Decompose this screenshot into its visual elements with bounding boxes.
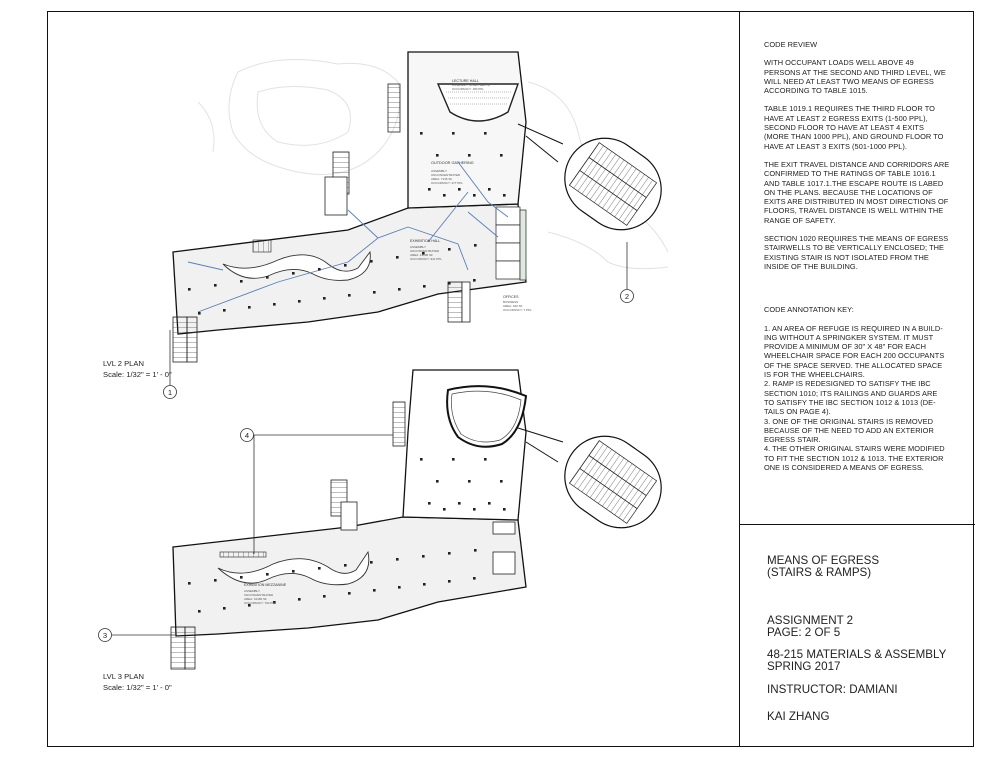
exhibition-detail-3: AREA: 14096 SF	[410, 253, 433, 257]
exhibition-hall-label: EXHIBITION HALL	[410, 239, 441, 243]
annotation-key-item-line: TO FIT THE SECTION 1012 & 1013. THE EXTERIOR	[764, 453, 944, 463]
column-marker	[420, 458, 423, 461]
column-marker	[468, 154, 471, 157]
lvl2-stair-southwest	[173, 317, 187, 362]
column-marker	[398, 586, 401, 589]
column-marker	[292, 272, 295, 275]
code-review-paragraph-line: STAIRWELLS TO BE VERTICALLY ENCLOSED; THE	[764, 243, 945, 253]
annotation-key-list	[764, 324, 964, 473]
column-marker	[503, 508, 506, 511]
code-review-paragraph-line: SECTION 1020 REQUIRES THE MEANS OF EGRESS	[764, 234, 949, 244]
column-marker	[484, 458, 487, 461]
column-marker	[370, 260, 373, 263]
column-marker	[344, 564, 347, 567]
drawing-sheet	[47, 11, 974, 747]
code-review-heading: CODE REVIEW	[764, 40, 818, 49]
column-marker	[503, 194, 506, 197]
column-marker	[370, 561, 373, 564]
column-marker	[473, 577, 476, 580]
mezzanine-detail-2: UNCONCENTRATED	[244, 593, 274, 597]
code-review-paragraph-line: ON THE PLANS. BECAUSE THE LOCATIONS OF	[764, 187, 933, 197]
annotation-key-item-line: EGRESS STAIR.	[764, 435, 821, 445]
outdoor-detail-1: ASSEMBLY	[431, 169, 447, 173]
column-marker	[448, 282, 451, 285]
svg-text:3: 3	[102, 631, 108, 640]
column-marker	[266, 573, 269, 576]
column-marker	[214, 284, 217, 287]
lvl2-stair-north	[388, 84, 400, 132]
column-marker	[436, 154, 439, 157]
code-review-paragraph-4	[764, 234, 964, 271]
column-marker	[468, 480, 471, 483]
mezzanine-detail-3: AREA: 10466 SF	[244, 597, 267, 601]
code-review-paragraph-line: THE EXIT TRAVEL DISTANCE AND CORRIDORS ARE	[764, 159, 950, 169]
code-review-paragraph-line: CONFIRMED TO THE RATINGS OF TABLE 1016.1	[764, 169, 936, 179]
lvl3-stair-southwest	[171, 627, 185, 669]
assignment-label: ASSIGNMENT 2	[767, 614, 854, 627]
author-label: KAI ZHANG	[767, 710, 830, 723]
drawing-area	[48, 12, 740, 746]
level-3-plan	[103, 370, 677, 692]
annotation-key-heading: CODE ANNOTATION KEY:	[764, 305, 854, 315]
column-marker	[452, 458, 455, 461]
column-marker	[448, 580, 451, 583]
column-marker	[420, 132, 423, 135]
svg-text:2: 2	[624, 292, 630, 301]
outdoor-detail-3: AREA: 7146 SF	[431, 177, 453, 181]
column-marker	[474, 244, 477, 247]
code-review-paragraph-line: ACCORDING TO TABLE 1015.	[764, 86, 868, 96]
sheet-title-line-2: (STAIRS & RAMPS)	[767, 566, 872, 579]
column-marker	[443, 508, 446, 511]
column-marker	[344, 264, 347, 267]
sheet-title-line-1: MEANS OF EGRESS	[767, 554, 880, 567]
column-marker	[373, 291, 376, 294]
mezzanine-label: EXHIBITION MEZZANINE	[244, 583, 287, 587]
offices-cluster	[496, 207, 526, 280]
column-marker	[500, 154, 503, 157]
column-marker	[248, 306, 251, 309]
column-marker	[428, 188, 431, 191]
column-marker	[428, 502, 431, 505]
column-marker	[240, 576, 243, 579]
lvl3-plan-scale: Scale: 1/32" = 1' - 0"	[103, 683, 172, 692]
offices-detail-2: AREA: 640 SF	[503, 304, 523, 308]
code-review-paragraph-line: TABLE 1019.1 REQUIRES THE THIRD FLOOR TO	[764, 104, 935, 114]
page-label: PAGE: 2 OF 5	[767, 626, 841, 639]
lvl2-plan-scale: Scale: 1/32" = 1' - 0"	[103, 370, 172, 379]
column-marker	[323, 297, 326, 300]
lvl2-plan-title: LVL 2 PLAN	[103, 359, 144, 368]
lvl3-stair-north	[393, 402, 405, 446]
column-marker	[436, 480, 439, 483]
lecture-hall-detail-1: ASSEMBLY (FIXED SEATS)	[452, 83, 491, 87]
annotation-key-item-4	[764, 444, 964, 472]
course-label: 48-215 MATERIALS & ASSEMBLY	[767, 648, 947, 661]
column-marker	[214, 579, 217, 582]
column-marker	[488, 188, 491, 191]
annotation-key-item-line: 4. THE OTHER ORIGINAL STAIRS WERE MODIFIED	[764, 444, 945, 454]
column-marker	[396, 558, 399, 561]
mezzanine-detail-4: OCCUPANCY: 700 PPL	[244, 601, 276, 605]
code-review-paragraph-line: EXITS ARE DISTRIBUTED IN MOST DIRECTIONS OF	[764, 197, 949, 207]
annotation-key-item-line: ONE IS CONSIDERED A MEANS OF EGRESS.	[764, 462, 924, 472]
column-marker	[443, 194, 446, 197]
column-marker	[188, 582, 191, 585]
lvl3-interior-stair	[220, 552, 266, 557]
column-marker	[348, 592, 351, 595]
exhibition-detail-1: ASSEMBLY	[410, 245, 426, 249]
column-marker	[488, 502, 491, 505]
column-marker	[323, 595, 326, 598]
lvl3-plan-title: LVL 3 PLAN	[103, 672, 144, 681]
code-review-paragraph-line: RANGE OF SAFETY.	[764, 215, 836, 225]
code-review-paragraph-line: PERSONS AT THE SECOND AND THIRD LEVEL, WE	[764, 67, 946, 77]
column-marker	[473, 194, 476, 197]
code-review-paragraph-line: HAVE AT LEAST 3 EXITS (501-1000 PPL).	[764, 141, 908, 151]
column-marker	[423, 583, 426, 586]
code-review-paragraph-line: AND TABLE 1017.1.THE ESCAPE ROUTE IS LABED	[764, 178, 944, 188]
annotation-key-item-line: 2. RAMP IS REDESIGNED TO SATISFY THE IBC	[764, 379, 931, 389]
column-marker	[452, 132, 455, 135]
column-marker	[473, 508, 476, 511]
annotation-key-item-line: OF THE SPACE SERVED. THE ALLOCATED SPACE	[764, 360, 943, 370]
outdoor-detail-2: UNCONCENTRATED	[431, 173, 461, 177]
title-block	[740, 525, 975, 748]
column-marker	[458, 502, 461, 505]
lvl2-building-outline	[173, 204, 526, 334]
annotation-key-item-line: ING WITHOUT A SPRINGKER SYSTEM. IT MUST	[764, 332, 934, 342]
lvl2-stair-south	[448, 282, 462, 322]
code-review-paragraph-1	[764, 58, 964, 95]
code-review-paragraph-line: SECOND FLOOR TO HAVE AT LEAST 4 EXITS	[764, 123, 924, 133]
outdoor-gathering-label: OUTDOOR GATHERING	[431, 161, 474, 165]
outdoor-detail-4: OCCUPANCY: 477 PPL	[431, 181, 463, 185]
code-review-paragraph-line: (MORE THAN 1000 PPL), AND GROUND FLOOR TO	[764, 132, 944, 142]
annotation-key-item-line: 3. ONE OF THE ORIGINAL STAIRS IS REMOVED	[764, 416, 934, 426]
annotation-key-item-line: TAILS ON PAGE 4).	[764, 407, 831, 417]
column-marker	[448, 248, 451, 251]
svg-text:1: 1	[167, 388, 173, 397]
annotation-key-item-line: BECAUSE OF THE NEED TO ADD AN EXTERIOR	[764, 425, 934, 435]
term-label: SPRING 2017	[767, 660, 841, 673]
code-review-paragraph-line: FLOORS, TRAVEL DISTANCE IS WELL WITHIN THE	[764, 206, 944, 216]
code-review-paragraph-2	[764, 104, 964, 150]
code-review-paragraph-3	[764, 160, 964, 225]
annotation-key-item-line: IS FOR THE WHEELCHAIRS.	[764, 370, 865, 380]
code-review-paragraph-line: EXISTING STAIR IS NOT ISOLATED FROM THE	[764, 252, 929, 262]
offices-label: OFFICES	[503, 295, 519, 299]
floor-plans-drawing	[48, 12, 740, 748]
annotation-key-item-line: PROVIDE A MINIMUM OF 30" X 48" FOR EACH	[764, 342, 927, 352]
lvl3-exterior-ramp	[549, 421, 677, 544]
column-marker	[318, 567, 321, 570]
annotation-key-item-3	[764, 417, 964, 445]
lvl3-stair-east	[493, 522, 515, 534]
annotation-key-item-line: 1. AN AREA OF REFUGE IS REQUIRED IN A BUILD-	[764, 323, 943, 333]
exhibition-detail-4: OCCUPANCY: 941 PPL	[410, 257, 442, 261]
code-review-paragraph-line: WILL NEED AT LEAST TWO MEANS OF EGRESS	[764, 76, 934, 86]
column-marker	[292, 570, 295, 573]
column-marker	[298, 300, 301, 303]
column-marker	[188, 288, 191, 291]
lecture-hall-label: LECTURE HALL	[452, 79, 479, 83]
code-review-paragraphs	[764, 58, 964, 271]
column-marker	[473, 279, 476, 282]
column-marker	[398, 288, 401, 291]
column-marker	[223, 309, 226, 312]
code-review-paragraph-line: INSIDE OF THE BUILDING.	[764, 261, 858, 271]
column-marker	[348, 294, 351, 297]
svg-text:4: 4	[244, 431, 250, 440]
column-marker	[458, 188, 461, 191]
lvl2-exterior-ramp	[549, 123, 677, 246]
column-marker	[223, 607, 226, 610]
column-marker	[266, 276, 269, 279]
column-marker	[373, 589, 376, 592]
annotation-key-item-line: SECTION 1010; ITS RAILINGS AND GUARDS ARE	[764, 388, 938, 398]
code-review-paragraph-line: HAVE AT LEAST 2 EGRESS EXITS (1-500 PPL),	[764, 113, 928, 123]
annotation-key-item-2	[764, 379, 964, 416]
lvl2-tower-block	[408, 52, 526, 208]
mezzanine-detail-1: ASSEMBLY	[244, 589, 260, 593]
column-marker	[474, 549, 477, 552]
column-marker	[298, 598, 301, 601]
column-marker	[198, 610, 201, 613]
column-marker	[396, 256, 399, 259]
annotation-key-item-1	[764, 324, 964, 380]
offices-detail-3: OCCUPANCY: 7 PPL	[503, 308, 532, 312]
side-panel	[740, 12, 975, 746]
column-marker	[422, 555, 425, 558]
annotation-key-item-line: TO SATISFY THE IBC SECTION 1012 & 1013 (DE-	[764, 397, 936, 407]
column-marker	[484, 132, 487, 135]
offices-detail-1: BUSINESS	[503, 300, 519, 304]
column-marker	[448, 552, 451, 555]
callout-3	[99, 629, 177, 642]
column-marker	[240, 280, 243, 283]
column-marker	[198, 312, 201, 315]
instructor-label: INSTRUCTOR: DAMIANI	[767, 683, 898, 696]
column-marker	[273, 303, 276, 306]
exhibition-detail-2: UNCONCENTRATED	[410, 249, 440, 253]
lecture-hall-detail-2: OCCUPANCY: 180 PPL	[452, 87, 484, 91]
column-marker	[500, 480, 503, 483]
column-marker	[423, 285, 426, 288]
annotation-key-item-line: WHEELCHAIR SPACE FOR EACH 200 OCCUPANTS	[764, 351, 945, 361]
column-marker	[318, 268, 321, 271]
level-2-plan	[103, 52, 677, 379]
code-review-panel	[740, 12, 975, 525]
callout-2	[621, 242, 634, 303]
code-review-paragraph-line: WITH OCCUPANT LOADS WELL ABOVE 49	[764, 58, 914, 68]
